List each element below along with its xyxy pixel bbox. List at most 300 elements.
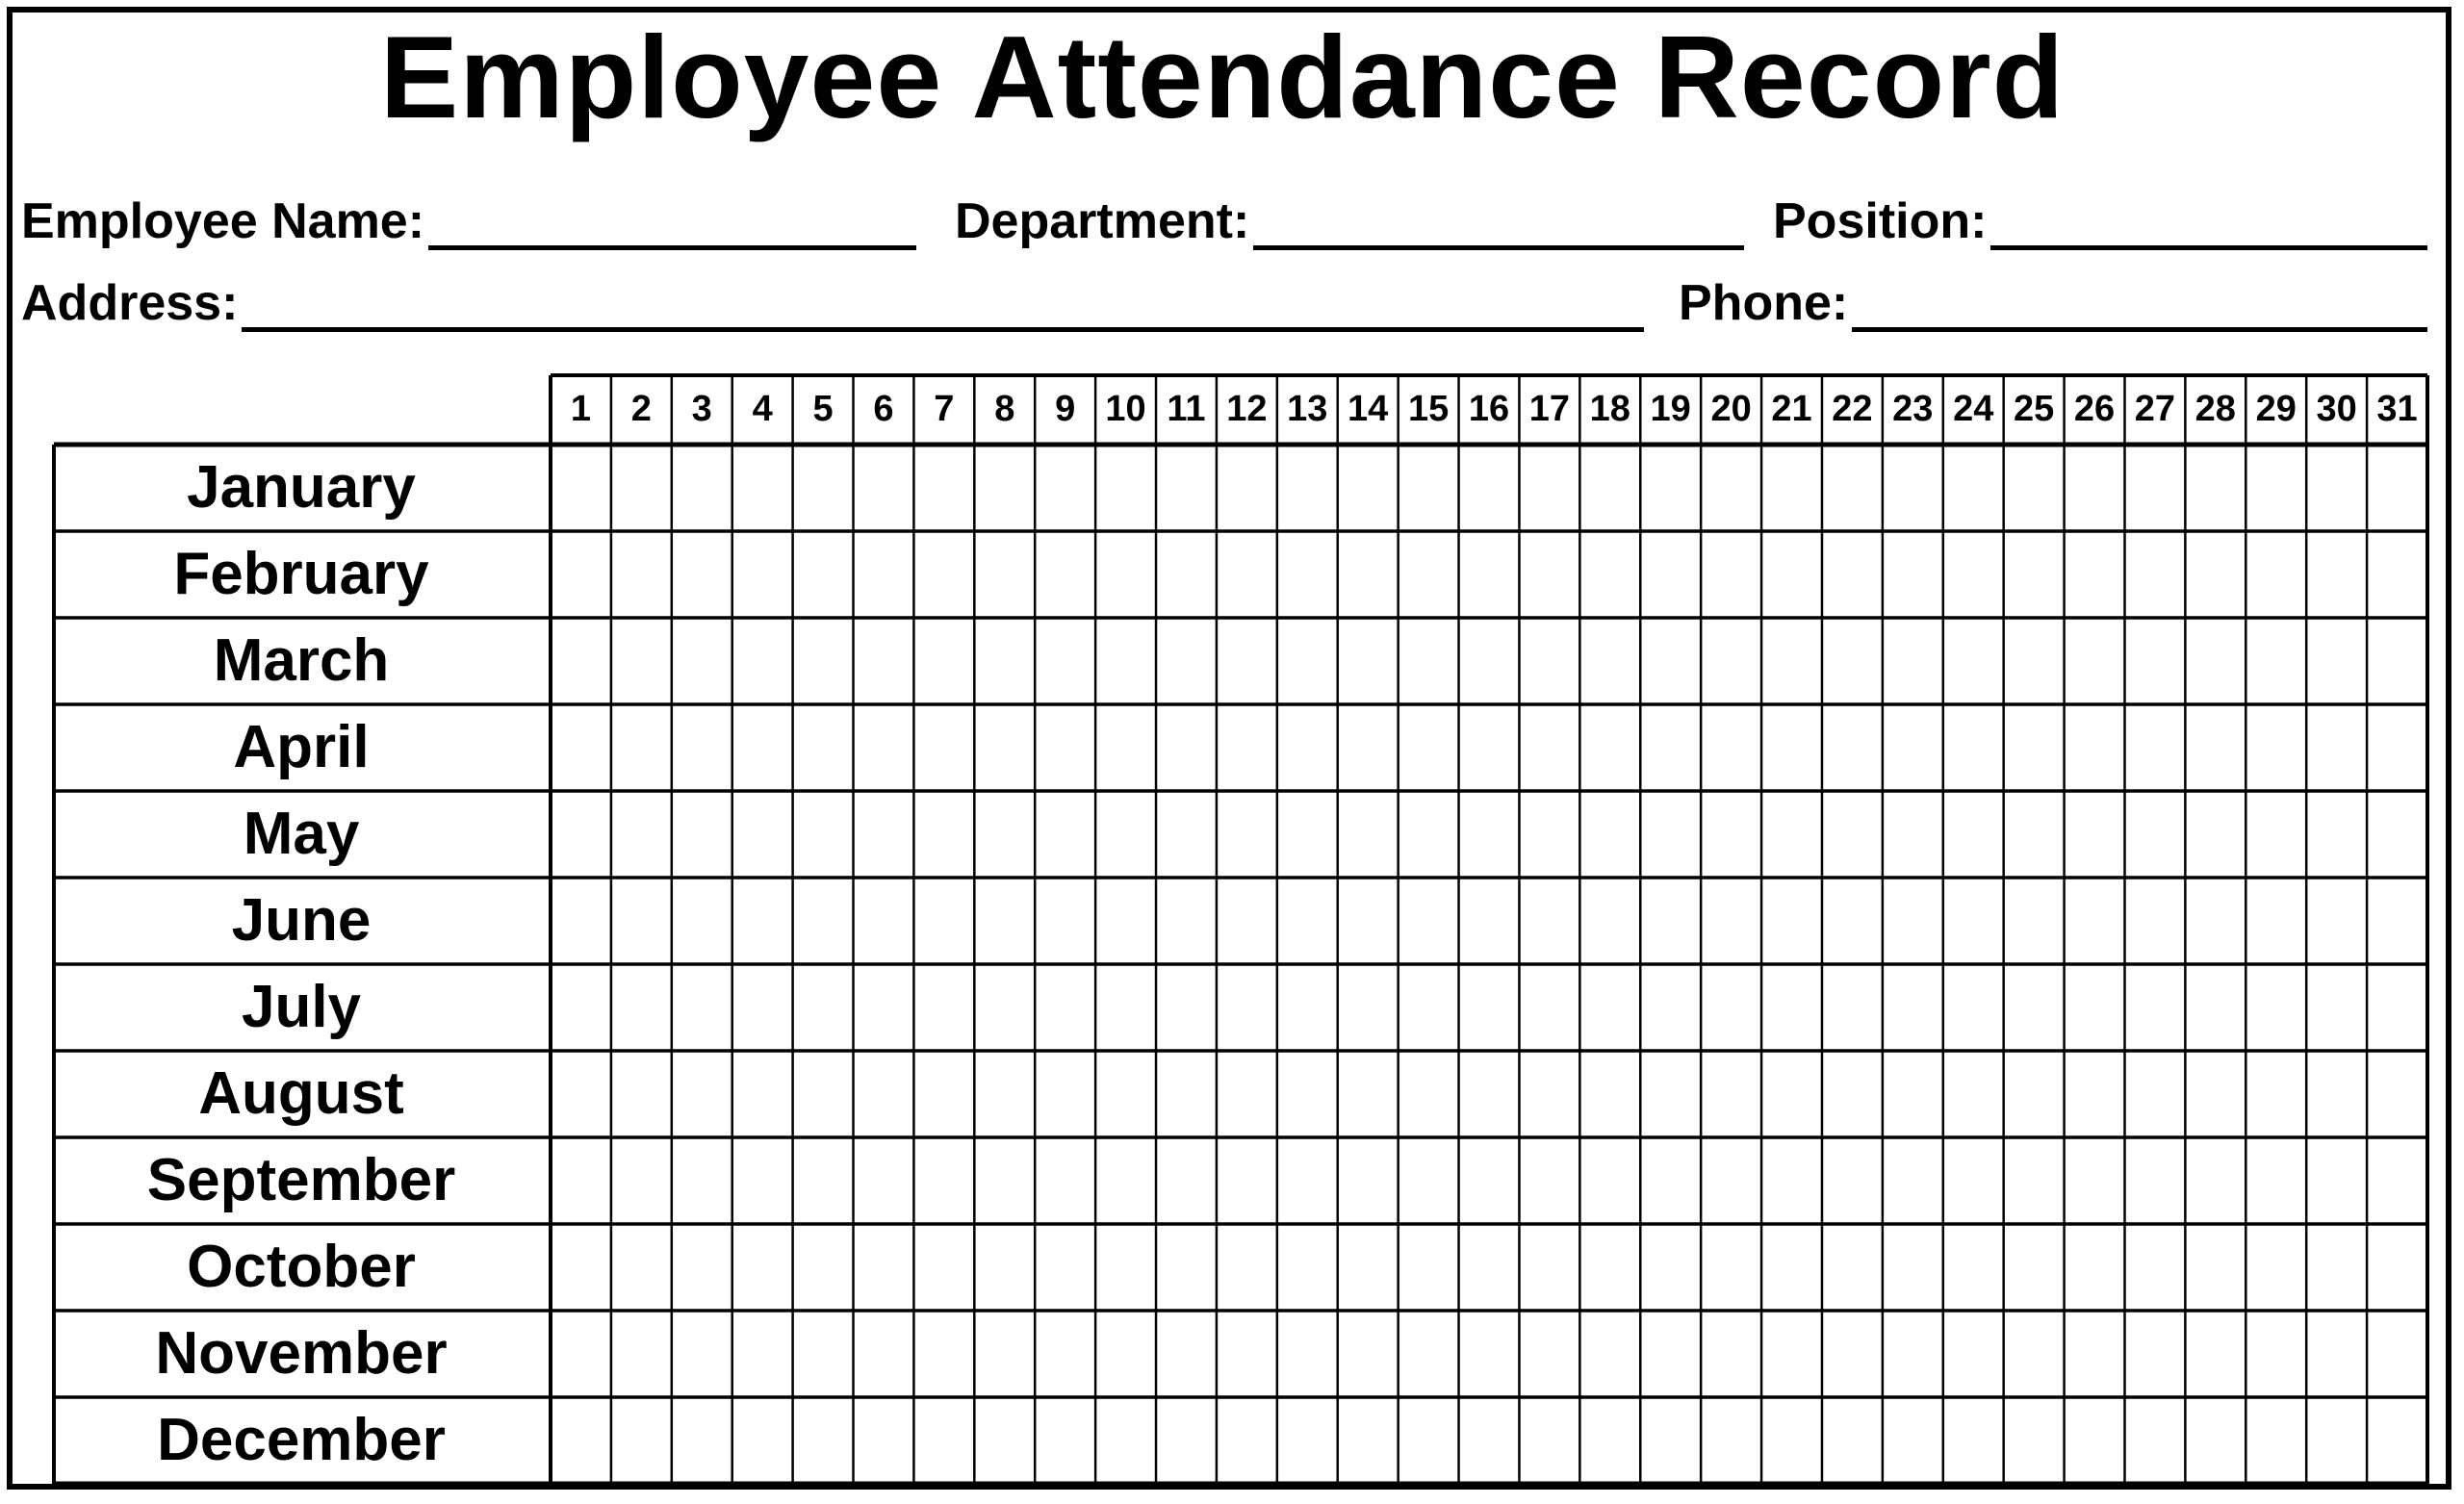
attendance-cell[interactable] (2126, 1313, 2183, 1395)
attendance-cell[interactable] (674, 879, 731, 962)
attendance-cell[interactable] (1945, 1226, 2002, 1309)
attendance-cell[interactable] (1037, 1399, 1093, 1482)
attendance-cell[interactable] (1219, 1399, 1275, 1482)
attendance-cell[interactable] (1763, 1053, 1820, 1135)
attendance-cell[interactable] (2126, 706, 2183, 789)
attendance-cell[interactable] (1703, 793, 1759, 876)
attendance-cell[interactable] (1885, 793, 1941, 876)
attendance-cell[interactable] (1400, 446, 1457, 529)
attendance-cell[interactable] (1461, 1053, 1518, 1135)
attendance-cell[interactable] (1521, 1139, 1578, 1222)
attendance-cell[interactable] (1824, 1399, 1881, 1482)
attendance-cell[interactable] (734, 1313, 791, 1395)
attendance-cell[interactable] (915, 1399, 972, 1482)
attendance-cell[interactable] (1945, 966, 2002, 1049)
attendance-cell[interactable] (915, 1313, 972, 1395)
attendance-cell[interactable] (2066, 620, 2123, 702)
attendance-cell[interactable] (2126, 966, 2183, 1049)
attendance-cell[interactable] (2006, 1139, 2063, 1222)
attendance-cell[interactable] (2126, 446, 2183, 529)
attendance-cell[interactable] (2308, 1139, 2365, 1222)
attendance-cell[interactable] (613, 1139, 670, 1222)
attendance-cell[interactable] (1340, 793, 1397, 876)
attendance-cell[interactable] (1158, 879, 1215, 962)
attendance-cell[interactable] (552, 533, 609, 616)
attendance-cell[interactable] (2006, 1053, 2063, 1135)
attendance-cell[interactable] (2308, 1053, 2365, 1135)
attendance-cell[interactable] (1885, 966, 1941, 1049)
attendance-cell[interactable] (2247, 706, 2304, 789)
attendance-cell[interactable] (2187, 620, 2244, 702)
attendance-cell[interactable] (1097, 1226, 1154, 1309)
attendance-cell[interactable] (1885, 620, 1941, 702)
attendance-cell[interactable] (1945, 446, 2002, 529)
attendance-cell[interactable] (2308, 793, 2365, 876)
attendance-cell[interactable] (795, 1313, 852, 1395)
attendance-cell[interactable] (2247, 620, 2304, 702)
attendance-cell[interactable] (915, 1226, 972, 1309)
attendance-cell[interactable] (2126, 1226, 2183, 1309)
attendance-cell[interactable] (1340, 533, 1397, 616)
attendance-cell[interactable] (1461, 620, 1518, 702)
attendance-cell[interactable] (1642, 446, 1699, 529)
attendance-cell[interactable] (1400, 533, 1457, 616)
attendance-cell[interactable] (1400, 1139, 1457, 1222)
attendance-cell[interactable] (1642, 1139, 1699, 1222)
attendance-cell[interactable] (1097, 446, 1154, 529)
attendance-cell[interactable] (976, 1139, 1033, 1222)
attendance-cell[interactable] (795, 1139, 852, 1222)
attendance-cell[interactable] (674, 1226, 731, 1309)
attendance-cell[interactable] (552, 966, 609, 1049)
attendance-cell[interactable] (1824, 1313, 1881, 1395)
attendance-cell[interactable] (1097, 1053, 1154, 1135)
attendance-cell[interactable] (976, 706, 1033, 789)
attendance-cell[interactable] (1581, 1053, 1638, 1135)
attendance-cell[interactable] (2126, 620, 2183, 702)
attendance-cell[interactable] (1521, 793, 1578, 876)
attendance-cell[interactable] (1763, 1399, 1820, 1482)
attendance-cell[interactable] (1097, 1139, 1154, 1222)
attendance-cell[interactable] (552, 1053, 609, 1135)
attendance-cell[interactable] (734, 446, 791, 529)
attendance-cell[interactable] (915, 533, 972, 616)
attendance-cell[interactable] (915, 966, 972, 1049)
attendance-cell[interactable] (2066, 1226, 2123, 1309)
attendance-cell[interactable] (2126, 1139, 2183, 1222)
attendance-cell[interactable] (1400, 879, 1457, 962)
attendance-cell[interactable] (1703, 1139, 1759, 1222)
attendance-cell[interactable] (2006, 1399, 2063, 1482)
attendance-cell[interactable] (2369, 1226, 2426, 1309)
attendance-cell[interactable] (1037, 533, 1093, 616)
attendance-cell[interactable] (976, 533, 1033, 616)
attendance-cell[interactable] (2006, 879, 2063, 962)
attendance-cell[interactable] (2308, 1313, 2365, 1395)
attendance-cell[interactable] (976, 1399, 1033, 1482)
attendance-cell[interactable] (1219, 706, 1275, 789)
attendance-cell[interactable] (856, 966, 912, 1049)
attendance-cell[interactable] (1824, 966, 1881, 1049)
attendance-cell[interactable] (1461, 1313, 1518, 1395)
attendance-cell[interactable] (674, 1053, 731, 1135)
attendance-cell[interactable] (976, 1053, 1033, 1135)
attendance-cell[interactable] (1885, 1399, 1941, 1482)
attendance-cell[interactable] (1824, 620, 1881, 702)
attendance-cell[interactable] (1097, 793, 1154, 876)
attendance-cell[interactable] (1219, 1226, 1275, 1309)
attendance-cell[interactable] (795, 1226, 852, 1309)
attendance-cell[interactable] (1824, 879, 1881, 962)
attendance-cell[interactable] (1703, 1313, 1759, 1395)
attendance-cell[interactable] (2247, 1313, 2304, 1395)
attendance-cell[interactable] (1885, 1139, 1941, 1222)
attendance-cell[interactable] (2006, 446, 2063, 529)
attendance-cell[interactable] (1581, 1399, 1638, 1482)
attendance-cell[interactable] (2369, 1053, 2426, 1135)
attendance-cell[interactable] (1824, 533, 1881, 616)
attendance-cell[interactable] (2247, 1053, 2304, 1135)
attendance-cell[interactable] (795, 879, 852, 962)
attendance-cell[interactable] (1279, 966, 1336, 1049)
attendance-cell[interactable] (1763, 446, 1820, 529)
attendance-cell[interactable] (2308, 1399, 2365, 1482)
attendance-cell[interactable] (2369, 533, 2426, 616)
attendance-cell[interactable] (1158, 620, 1215, 702)
attendance-cell[interactable] (1037, 446, 1093, 529)
attendance-cell[interactable] (1703, 1226, 1759, 1309)
attendance-cell[interactable] (1945, 879, 2002, 962)
attendance-cell[interactable] (1400, 966, 1457, 1049)
attendance-cell[interactable] (2187, 533, 2244, 616)
attendance-cell[interactable] (1763, 966, 1820, 1049)
attendance-cell[interactable] (1037, 1053, 1093, 1135)
attendance-cell[interactable] (1097, 706, 1154, 789)
attendance-cell[interactable] (1158, 1399, 1215, 1482)
attendance-cell[interactable] (1219, 1053, 1275, 1135)
attendance-cell[interactable] (1763, 706, 1820, 789)
attendance-cell[interactable] (1037, 966, 1093, 1049)
attendance-cell[interactable] (2006, 620, 2063, 702)
attendance-cell[interactable] (1581, 793, 1638, 876)
attendance-cell[interactable] (1461, 793, 1518, 876)
attendance-cell[interactable] (1521, 1053, 1578, 1135)
attendance-cell[interactable] (1400, 1399, 1457, 1482)
attendance-cell[interactable] (1642, 620, 1699, 702)
attendance-cell[interactable] (674, 1399, 731, 1482)
attendance-cell[interactable] (856, 879, 912, 962)
attendance-cell[interactable] (1642, 879, 1699, 962)
attendance-cell[interactable] (1158, 1053, 1215, 1135)
attendance-cell[interactable] (2006, 706, 2063, 789)
attendance-cell[interactable] (1521, 533, 1578, 616)
attendance-cell[interactable] (1885, 1313, 1941, 1395)
attendance-cell[interactable] (1763, 793, 1820, 876)
attendance-cell[interactable] (1824, 1226, 1881, 1309)
attendance-cell[interactable] (2369, 966, 2426, 1049)
attendance-cell[interactable] (1279, 446, 1336, 529)
attendance-cell[interactable] (856, 793, 912, 876)
attendance-cell[interactable] (1279, 533, 1336, 616)
attendance-cell[interactable] (1521, 966, 1578, 1049)
attendance-cell[interactable] (915, 1139, 972, 1222)
attendance-cell[interactable] (1400, 793, 1457, 876)
attendance-cell[interactable] (1461, 446, 1518, 529)
attendance-cell[interactable] (552, 706, 609, 789)
attendance-cell[interactable] (1885, 706, 1941, 789)
attendance-cell[interactable] (1037, 620, 1093, 702)
attendance-cell[interactable] (1521, 706, 1578, 789)
attendance-cell[interactable] (734, 620, 791, 702)
attendance-cell[interactable] (2247, 1139, 2304, 1222)
attendance-cell[interactable] (1097, 966, 1154, 1049)
attendance-cell[interactable] (1037, 706, 1093, 789)
attendance-cell[interactable] (2126, 1399, 2183, 1482)
attendance-cell[interactable] (2369, 620, 2426, 702)
attendance-cell[interactable] (1581, 533, 1638, 616)
attendance-cell[interactable] (1763, 879, 1820, 962)
attendance-cell[interactable] (856, 1399, 912, 1482)
attendance-cell[interactable] (674, 966, 731, 1049)
attendance-cell[interactable] (2187, 966, 2244, 1049)
attendance-cell[interactable] (2247, 793, 2304, 876)
attendance-cell[interactable] (1642, 966, 1699, 1049)
attendance-cell[interactable] (674, 620, 731, 702)
attendance-cell[interactable] (1703, 446, 1759, 529)
attendance-cell[interactable] (674, 706, 731, 789)
attendance-cell[interactable] (674, 1139, 731, 1222)
attendance-cell[interactable] (2066, 1399, 2123, 1482)
attendance-cell[interactable] (734, 533, 791, 616)
attendance-cell[interactable] (976, 793, 1033, 876)
attendance-cell[interactable] (1763, 533, 1820, 616)
attendance-cell[interactable] (1097, 620, 1154, 702)
attendance-cell[interactable] (1340, 446, 1397, 529)
attendance-cell[interactable] (1158, 706, 1215, 789)
attendance-cell[interactable] (552, 1399, 609, 1482)
attendance-cell[interactable] (856, 1313, 912, 1395)
attendance-cell[interactable] (1219, 620, 1275, 702)
attendance-cell[interactable] (1461, 1226, 1518, 1309)
attendance-cell[interactable] (734, 793, 791, 876)
attendance-cell[interactable] (1340, 1313, 1397, 1395)
attendance-cell[interactable] (856, 1053, 912, 1135)
attendance-cell[interactable] (2308, 966, 2365, 1049)
attendance-cell[interactable] (1581, 620, 1638, 702)
attendance-cell[interactable] (2006, 1226, 2063, 1309)
attendance-cell[interactable] (2369, 793, 2426, 876)
attendance-cell[interactable] (2066, 966, 2123, 1049)
attendance-cell[interactable] (976, 879, 1033, 962)
attendance-cell[interactable] (734, 879, 791, 962)
attendance-cell[interactable] (1097, 1313, 1154, 1395)
attendance-cell[interactable] (1340, 1399, 1397, 1482)
attendance-cell[interactable] (1945, 793, 2002, 876)
attendance-cell[interactable] (674, 533, 731, 616)
attendance-cell[interactable] (1642, 1399, 1699, 1482)
attendance-cell[interactable] (1279, 1053, 1336, 1135)
attendance-cell[interactable] (1340, 1226, 1397, 1309)
attendance-cell[interactable] (1945, 1139, 2002, 1222)
attendance-cell[interactable] (1521, 1399, 1578, 1482)
attendance-cell[interactable] (795, 793, 852, 876)
attendance-cell[interactable] (1763, 620, 1820, 702)
attendance-cell[interactable] (734, 706, 791, 789)
attendance-cell[interactable] (674, 793, 731, 876)
attendance-cell[interactable] (1581, 966, 1638, 1049)
attendance-cell[interactable] (552, 446, 609, 529)
attendance-cell[interactable] (2247, 1399, 2304, 1482)
attendance-cell[interactable] (915, 1053, 972, 1135)
attendance-cell[interactable] (2187, 793, 2244, 876)
attendance-cell[interactable] (2126, 793, 2183, 876)
attendance-cell[interactable] (2006, 793, 2063, 876)
attendance-cell[interactable] (1158, 793, 1215, 876)
attendance-cell[interactable] (2066, 1139, 2123, 1222)
attendance-cell[interactable] (2369, 879, 2426, 962)
attendance-cell[interactable] (1279, 706, 1336, 789)
attendance-cell[interactable] (1279, 1139, 1336, 1222)
attendance-cell[interactable] (552, 879, 609, 962)
attendance-cell[interactable] (1885, 446, 1941, 529)
attendance-cell[interactable] (1703, 533, 1759, 616)
attendance-cell[interactable] (1400, 706, 1457, 789)
attendance-cell[interactable] (1703, 620, 1759, 702)
attendance-cell[interactable] (2369, 1313, 2426, 1395)
attendance-cell[interactable] (856, 533, 912, 616)
attendance-cell[interactable] (2247, 446, 2304, 529)
attendance-cell[interactable] (1824, 1053, 1881, 1135)
attendance-cell[interactable] (552, 1313, 609, 1395)
attendance-cell[interactable] (915, 446, 972, 529)
attendance-cell[interactable] (2066, 706, 2123, 789)
attendance-cell[interactable] (856, 1139, 912, 1222)
attendance-cell[interactable] (1158, 1226, 1215, 1309)
attendance-cell[interactable] (1340, 706, 1397, 789)
attendance-cell[interactable] (976, 620, 1033, 702)
attendance-cell[interactable] (795, 533, 852, 616)
attendance-cell[interactable] (1885, 1053, 1941, 1135)
attendance-cell[interactable] (613, 1313, 670, 1395)
attendance-cell[interactable] (1581, 879, 1638, 962)
attendance-cell[interactable] (552, 1226, 609, 1309)
attendance-cell[interactable] (1219, 1313, 1275, 1395)
attendance-cell[interactable] (1340, 966, 1397, 1049)
attendance-cell[interactable] (1400, 1053, 1457, 1135)
attendance-cell[interactable] (1521, 1226, 1578, 1309)
attendance-cell[interactable] (2006, 966, 2063, 1049)
attendance-cell[interactable] (613, 620, 670, 702)
attendance-cell[interactable] (1824, 706, 1881, 789)
attendance-cell[interactable] (1158, 966, 1215, 1049)
attendance-cell[interactable] (1945, 706, 2002, 789)
attendance-cell[interactable] (795, 706, 852, 789)
attendance-cell[interactable] (1097, 879, 1154, 962)
attendance-cell[interactable] (2308, 620, 2365, 702)
attendance-cell[interactable] (1581, 706, 1638, 789)
attendance-cell[interactable] (1945, 1313, 2002, 1395)
attendance-cell[interactable] (613, 446, 670, 529)
attendance-cell[interactable] (1824, 1139, 1881, 1222)
attendance-cell[interactable] (613, 793, 670, 876)
attendance-cell[interactable] (2247, 1226, 2304, 1309)
attendance-cell[interactable] (2126, 533, 2183, 616)
attendance-cell[interactable] (1945, 1053, 2002, 1135)
attendance-cell[interactable] (1158, 1313, 1215, 1395)
attendance-cell[interactable] (1824, 446, 1881, 529)
attendance-cell[interactable] (2247, 533, 2304, 616)
attendance-cell[interactable] (1340, 1053, 1397, 1135)
attendance-cell[interactable] (2369, 1139, 2426, 1222)
attendance-cell[interactable] (795, 1053, 852, 1135)
attendance-cell[interactable] (613, 1399, 670, 1482)
attendance-cell[interactable] (2066, 879, 2123, 962)
attendance-cell[interactable] (1219, 1139, 1275, 1222)
attendance-cell[interactable] (2308, 706, 2365, 789)
attendance-cell[interactable] (1461, 706, 1518, 789)
attendance-cell[interactable] (2308, 533, 2365, 616)
attendance-cell[interactable] (1581, 1139, 1638, 1222)
attendance-cell[interactable] (1340, 879, 1397, 962)
attendance-cell[interactable] (1219, 966, 1275, 1049)
attendance-cell[interactable] (1037, 1139, 1093, 1222)
attendance-cell[interactable] (2006, 533, 2063, 616)
attendance-cell[interactable] (856, 1226, 912, 1309)
attendance-cell[interactable] (674, 1313, 731, 1395)
attendance-cell[interactable] (2369, 1399, 2426, 1482)
attendance-cell[interactable] (1279, 1399, 1336, 1482)
attendance-cell[interactable] (856, 620, 912, 702)
attendance-cell[interactable] (1703, 1399, 1759, 1482)
attendance-cell[interactable] (1037, 1226, 1093, 1309)
attendance-cell[interactable] (1642, 1226, 1699, 1309)
attendance-cell[interactable] (613, 1226, 670, 1309)
attendance-cell[interactable] (1279, 793, 1336, 876)
attendance-cell[interactable] (1945, 620, 2002, 702)
attendance-cell[interactable] (856, 706, 912, 789)
attendance-cell[interactable] (2187, 1139, 2244, 1222)
attendance-cell[interactable] (2066, 533, 2123, 616)
attendance-cell[interactable] (1279, 620, 1336, 702)
attendance-cell[interactable] (2006, 1313, 2063, 1395)
attendance-cell[interactable] (1400, 1313, 1457, 1395)
attendance-cell[interactable] (1703, 706, 1759, 789)
attendance-cell[interactable] (795, 620, 852, 702)
attendance-cell[interactable] (1763, 1139, 1820, 1222)
attendance-cell[interactable] (1037, 793, 1093, 876)
attendance-cell[interactable] (1763, 1226, 1820, 1309)
attendance-cell[interactable] (1158, 446, 1215, 529)
attendance-cell[interactable] (915, 793, 972, 876)
attendance-cell[interactable] (1703, 1053, 1759, 1135)
attendance-cell[interactable] (1158, 533, 1215, 616)
attendance-cell[interactable] (1642, 1053, 1699, 1135)
attendance-cell[interactable] (1461, 533, 1518, 616)
attendance-cell[interactable] (1642, 706, 1699, 789)
attendance-cell[interactable] (1885, 533, 1941, 616)
attendance-cell[interactable] (1461, 879, 1518, 962)
attendance-cell[interactable] (1945, 533, 2002, 616)
attendance-cell[interactable] (915, 620, 972, 702)
attendance-cell[interactable] (2369, 706, 2426, 789)
attendance-cell[interactable] (734, 1139, 791, 1222)
attendance-cell[interactable] (915, 879, 972, 962)
attendance-cell[interactable] (2187, 1053, 2244, 1135)
attendance-cell[interactable] (674, 446, 731, 529)
attendance-cell[interactable] (2308, 1226, 2365, 1309)
attendance-cell[interactable] (795, 446, 852, 529)
attendance-cell[interactable] (613, 966, 670, 1049)
